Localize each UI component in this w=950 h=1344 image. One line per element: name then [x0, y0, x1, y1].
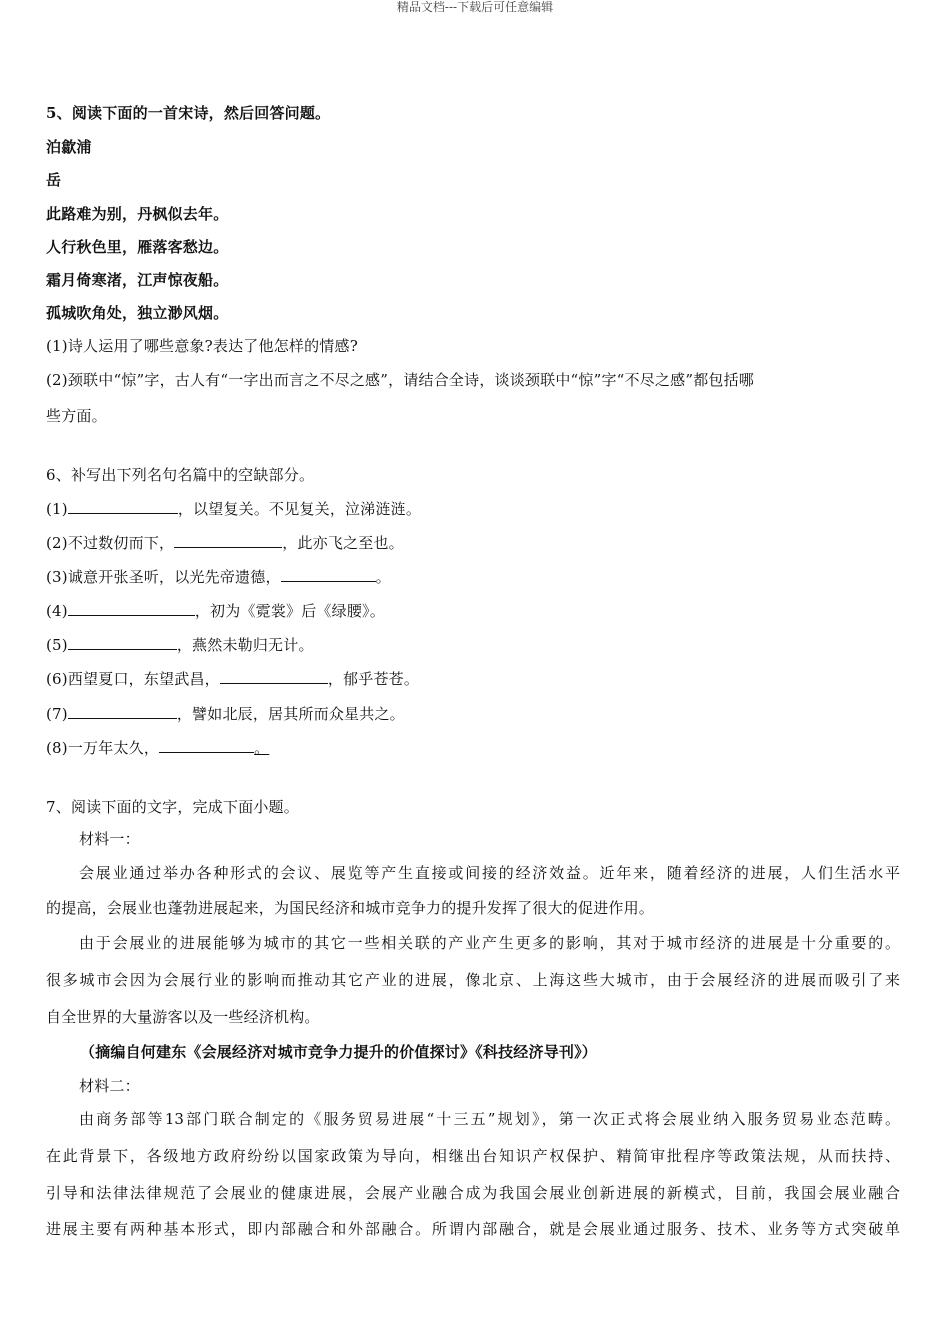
q6-item	[46, 601, 385, 621]
q6-item-pre: (5)	[46, 636, 68, 654]
poem-line: 人行秋色里，雁落客愁边。	[46, 238, 229, 256]
q6-item	[46, 738, 269, 758]
paragraph-line: 在此背景下，各级地方政府纷纷以国家政策为导向，相继出台知识产权保护、精简审批程序等政策法规，从而扶持、	[46, 1147, 900, 1165]
paragraph-line: 由商务部等13部门联合制定的《服务贸易进展“十三五”规划》，第一次正式将会展业纳入服务贸易业态范畴。	[79, 1110, 900, 1128]
poem-title: 泊歙浦	[46, 138, 92, 156]
material2-label: 材料二：	[79, 1077, 140, 1095]
q6-item-post: 。	[375, 568, 391, 586]
q6-item-post: ，此亦飞之至也。	[282, 534, 404, 552]
paragraph-line: 进展主要有两种基本形式，即内部融合和外部融合。所谓内部融合，就是会展业通过服务、技术、业务等方式突破单	[46, 1220, 900, 1238]
q6-item	[46, 635, 314, 655]
paragraph-line: 引导和法律法律规范了会展业的健康进展，会展产业融合成为我国会展业创新进展的新模式，目前，我国会展业融合	[46, 1184, 900, 1202]
q6-item-post: ，郁乎苍苍。	[327, 670, 420, 688]
q6-item-pre: (6)西望夏口，东望武昌，	[46, 670, 220, 688]
page-header: 精品文档---下载后可任意编辑	[396, 0, 554, 14]
q6-item	[46, 669, 419, 689]
paragraph-line: 的提高，会展业也蓬勃进展起来，为国民经济和城市竞争力的提升发挥了很大的促进作用。	[46, 899, 655, 917]
fill-blank[interactable]	[220, 669, 328, 684]
q5-prompt: 5、阅读下面的一首宋诗，然后回答问题。	[46, 104, 331, 122]
material1-source: （摘编自何建东《会展经济对城市竞争力提升的价值探讨》《科技经济导刊》）	[80, 1043, 598, 1061]
q6-item-post: ，初为《霓裳》后《绿腰》。	[194, 602, 385, 620]
q6-item	[46, 499, 421, 519]
fill-blank[interactable]	[159, 738, 254, 753]
q6-item-post: ，以望复关。不见复关，泣涕涟涟。	[177, 500, 422, 518]
fill-blank[interactable]	[68, 635, 177, 650]
q6-item-post: ，譬如北辰，居其所而众星共之。	[176, 705, 405, 723]
paragraph-line: 会展业通过举办各种形式的会议、展览等产生直接或间接的经济效益。近年来，随着经济的进展，人们生活水平	[79, 864, 900, 882]
poem-author: 岳	[46, 171, 62, 189]
paragraph-line: 由于会展业的进展能够为城市的其它一些相关联的产业产生更多的影响，其对于城市经济的进展是十分重要的。	[79, 934, 900, 952]
q6-item-pre: (1)	[46, 500, 68, 518]
poem-line: 此路难为别，丹枫似去年。	[46, 205, 229, 223]
material1-label: 材料一：	[79, 830, 140, 848]
poem-line: 孤城吹角处，独立渺风烟。	[46, 304, 229, 322]
fill-blank[interactable]	[68, 499, 178, 514]
q6-item-pre: (8)一万年太久，	[46, 739, 160, 757]
q6-item-post: ，燕然未勒归无计。	[176, 636, 314, 654]
q6-item-pre: (2)不过数仞而下，	[46, 534, 175, 552]
q6-prompt: 6、补写出下列名句名篇中的空缺部分。	[46, 466, 315, 484]
q6-item	[46, 704, 405, 724]
q6-item-pre: (3)诚意开张圣听，以光先帝遗德，	[46, 568, 281, 586]
q7-prompt: 7、阅读下面的文字，完成下面小题。	[46, 798, 299, 816]
fill-blank[interactable]	[68, 601, 195, 616]
fill-blank[interactable]	[174, 533, 282, 548]
fill-blank[interactable]	[281, 567, 376, 582]
poem-line: 霜月倚寒渚，江声惊夜船。	[46, 271, 229, 289]
q5-subquestion-2-line2: 些方面。	[46, 407, 107, 425]
q6-item	[46, 567, 391, 587]
q5-subquestion-1: (1)诗人运用了哪些意象?表达了他怎样的情感?	[46, 337, 358, 355]
q6-item-post: 。	[254, 739, 270, 757]
paragraph-line: 自全世界的大量游客以及一些经济机构。	[46, 1008, 320, 1026]
q5-subquestion-2-line1: (2)颈联中“惊”字，古人有“一字出而言之不尽之感”，请结合全诗，谈谈颈联中“惊”字“不尽之感”都包括哪	[46, 371, 754, 389]
fill-blank[interactable]	[68, 704, 177, 719]
q6-item	[46, 533, 404, 553]
paragraph-line: 很多城市会因为会展行业的影响而推动其它产业的进展，像北京、上海这些大城市，由于会展经济的进展而吸引了来	[46, 971, 900, 989]
q6-item-pre: (7)	[46, 705, 68, 723]
q6-item-pre: (4)	[46, 602, 68, 620]
